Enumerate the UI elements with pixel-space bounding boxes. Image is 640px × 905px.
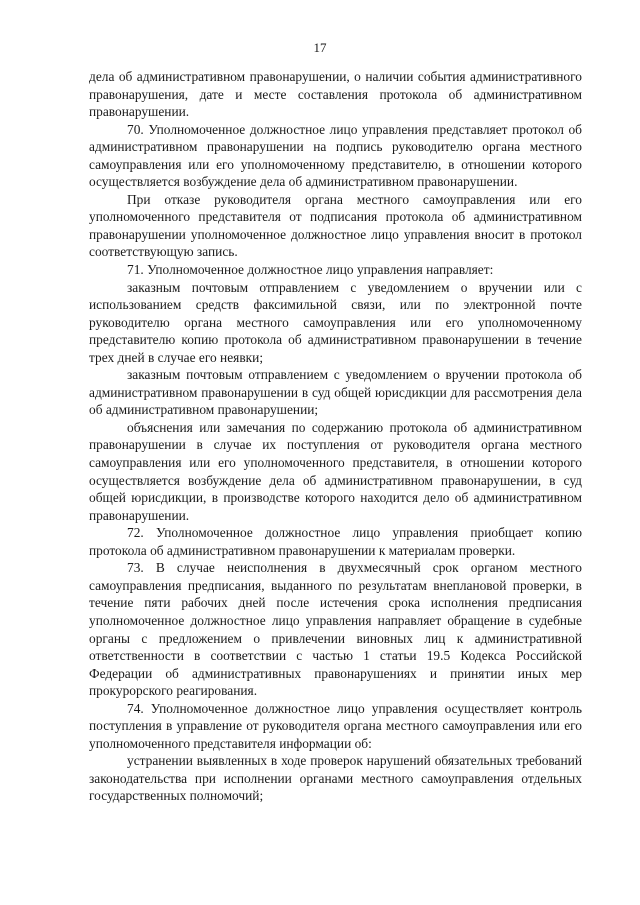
paragraph-71-item-1: заказным почтовым отправлением с уведомлением о вручении или с использованием средств факсимильной связи, или по электронной почте руководителю органа местного самоуправления или его уполномоченному представителю копию протокола об административном правонарушении в течение трех дней в случае его неявки;	[89, 279, 582, 365]
document-body	[89, 68, 582, 805]
paragraph-71: 71. Уполномоченное должностное лицо управления направляет:	[127, 262, 494, 278]
paragraph-72: 72. Уполномоченное должностное лицо управления приобщает копию протокола об административном правонарушении к материалам проверки.	[89, 525, 582, 558]
paragraph-71-item-3: объяснения или замечания по содержанию протокола об административном правонарушении в случае их поступления от руководителя органа местного самоуправления или его уполномоченного представителя, в отношении которого осуществляется возбуждение дела об административном правонарушении, в суд общей юрисдикции, в производстве которого находится дело об административном правонарушении.	[89, 419, 582, 523]
paragraph-73: 73. В случае неисполнения в двухмесячный срок органом местного самоуправления предписания, выданного по результатам внеплановой проверки, в течение пяти рабочих дней после истечения срока исполнения предписания уполномоченное должностное лицо управления направляет обращение в судебные органы с предложением о привлечении виновных лиц к административной ответственности в соответствии с частью 1 статьи 19.5 Кодекса Российской Федерации об административных правонарушениях и принятии иных мер прокурорского реагирования.	[89, 560, 582, 699]
paragraph-74: 74. Уполномоченное должностное лицо управления осуществляет контроль поступления в управление от руководителя органа местного самоуправления или его уполномоченного представителя информации об:	[89, 700, 582, 751]
paragraph-71-item-2: заказным почтовым отправлением с уведомлением о вручении протокола об административном правонарушении в суд общей юрисдикции для рассмотрения дела об административном правонарушении;	[89, 367, 582, 418]
paragraph-70: 70. Уполномоченное должностное лицо управления представляет протокол об административном правонарушении на подпись руководителю органа местного самоуправления или его уполномоченному представителю, в отношении которого осуществляется возбуждение дела об административном правонарушении.	[89, 121, 582, 190]
paragraph-continuation: дела об административном правонарушении, о наличии события административного правонарушения, дате и месте составления протокола об административном правонарушении.	[89, 69, 582, 120]
paragraph-refusal: При отказе руководителя органа местного самоуправления или его уполномоченного представителя от подписания протокола об административном правонарушении уполномоченное должностное лицо управления вносит в протокол соответствующую запись.	[89, 191, 582, 260]
paragraph-74-item-1: устранении выявленных в ходе проверок нарушений обязательных требований законодательства при исполнении органами местного самоуправления отдельных государственных полномочий;	[89, 753, 582, 804]
page-number: 17	[313, 40, 327, 55]
